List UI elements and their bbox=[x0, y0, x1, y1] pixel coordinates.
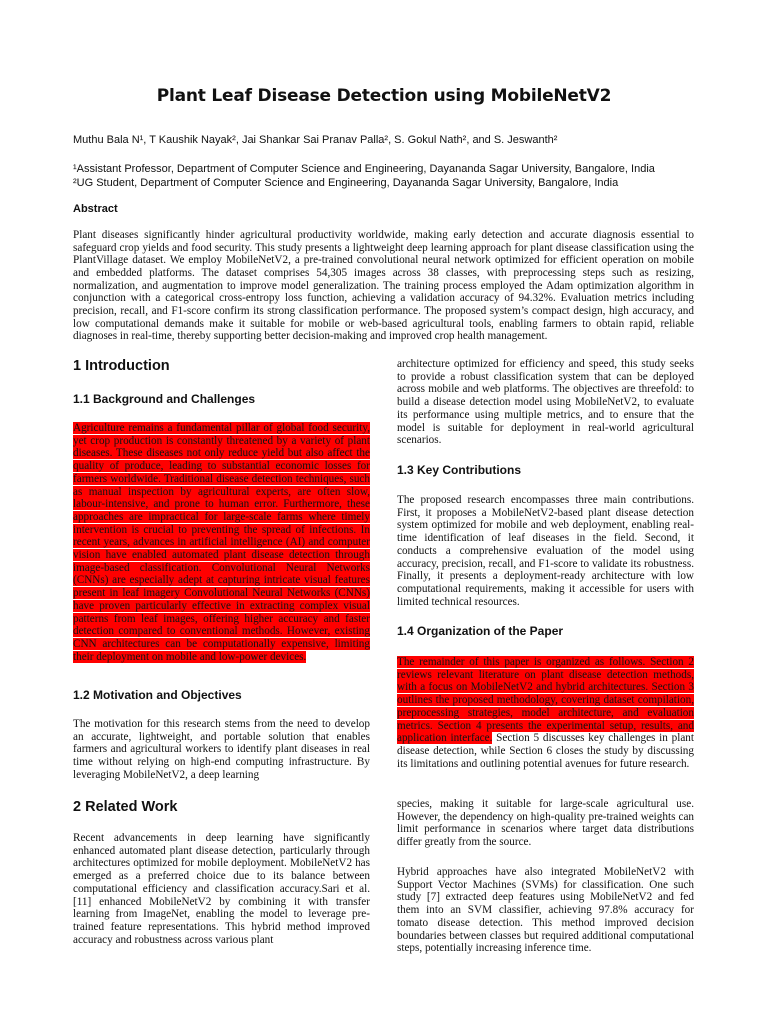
highlighted-text: The remainder of this paper is organized as follows. Section 2 reviews relevant literature on plant disease detection methods, with a focus on MobileNetV2 and hybrid architectures. Section 3 outlines the proposed methodology, covering dataset compilation, preprocessing strategies, model architecture, and evaluation metrics. Section 4 presents the experimental setup, results, and application interface. bbox=[397, 656, 694, 745]
section-heading-introduction: 1 Introduction bbox=[73, 358, 170, 374]
abstract-heading: Abstract bbox=[73, 203, 118, 215]
contributions-paragraph: The proposed research encompasses three main contributions. First, it proposes a MobileNetV2-based plant disease detection system optimized for mobile and web deployment, enabling real-time identification of leaf diseases in the field. Second, it conducts a comprehensive evaluation of the model using accuracy, precision, recall, and F1-score to validate its robustness. Finally, it presents a deployment-ready architecture with low computational requirements, making it accessible for users with limited technical resources. bbox=[397, 494, 694, 608]
affiliation-2: ²UG Student, Department of Computer Science and Engineering, Dayananda Sagar University, Bangalore, India bbox=[73, 177, 619, 189]
highlighted-text: Agriculture remains a fundamental pillar of global food security, yet crop production is constantly threatened by a variety of plant diseases. These diseases not only reduce yield but also affect the quality of produce, leading to substantial economic losses for farmers worldwide. Traditional disease detection techniques, such as manual inspection by agricultural experts, are often slow, labour-intensive, and prone to human error. Furthermore, these approaches are impractical for large-scale farms where timely intervention is crucial to preventing the spread of infections. In recent years, advances in artificial intelligence (AI) and computer vision have enabled automated plant disease detection through image-based classification. Convolutional Neural Networks (CNNs) are especially adept at capturing intricate visual features present in leaf imagery Convolutional Neural Networks (CNNs) have proven particularly effective in extracting complex visual patterns from leaf images, offering higher accuracy and faster detection compared to conventional methods. However, existing CNN architectures can be computationally expensive, limiting their deployment on mobile and low-power devices. bbox=[73, 422, 370, 663]
affiliation-1: ¹Assistant Professor, Department of Computer Science and Engineering, Dayananda Sagar University, Bangalore, India bbox=[73, 163, 655, 175]
subsection-heading-motivation: 1.2 Motivation and Objectives bbox=[73, 688, 242, 702]
hybrid-approaches-paragraph: Hybrid approaches have also integrated MobileNetV2 with Support Vector Machines (SVMs) for classification. One such study [7] extracted deep features using MobileNetV2 and fed them into an SVM classifier, achieving 97.8% accuracy for tomato disease detection. This method improved decision boundaries between classes but required additional computational steps, potentially increasing inference time. bbox=[397, 866, 694, 955]
motivation-paragraph: The motivation for this research stems from the need to develop an accurate, lightweight, and portable solution that enables farmers and agricultural workers to identify plant diseases in real time without relying on high-end computing infrastructure. By leveraging MobileNetV2, a deep learning bbox=[73, 718, 370, 781]
abstract-text: Plant diseases significantly hinder agricultural productivity worldwide, making early detection and accurate diagnosis essential to safeguard crop yields and food security. This study presents a lightweight deep learning approach for plant disease classification using the PlantVillage dataset. We employ MobileNetV2, a pre-trained convolutional neural network optimized for efficient operation on mobile and embedded platforms. The dataset comprises 54,305 images across 38 classes, with preprocessing steps such as resizing, normalization, and augmentation to improve model generalization. The training process employed the Adam optimization algorithm in conjunction with a categorical cross-entropy loss function, achieving a validation accuracy of 94.32%. Evaluation metrics including precision, recall, and F1-score confirm its strong classification performance. The proposed system’s compact design, high accuracy, and low computational demands make it suitable for mobile or web-based agricultural tools, enabling farmers to obtain rapid, reliable diagnoses in real-time, thereby supporting better decision-making and improved crop health management. bbox=[73, 229, 694, 343]
organization-paragraph bbox=[397, 656, 694, 770]
related-work-paragraph: Recent advancements in deep learning have significantly enhanced automated plant disease detection, particularly through architectures optimized for mobile deployment. MobileNetV2 has emerged as a preferred choice due to its balance between computational efficiency and classification accuracy.Sari et al. [11] enhanced MobileNetV2 by combining it with transfer learning from ImageNet, enabling the model to leverage pre-trained feature representations. This hybrid method improved accuracy and robustness across various plant bbox=[73, 832, 370, 946]
subsection-heading-organization: 1.4 Organization of the Paper bbox=[397, 624, 564, 638]
subsection-heading-background: 1.1 Background and Challenges bbox=[73, 392, 256, 406]
background-paragraph bbox=[73, 422, 370, 663]
section-heading-related-work: 2 Related Work bbox=[73, 799, 178, 815]
motivation-continued-paragraph: architecture optimized for efficiency and speed, this study seeks to provide a robust classification system that can be deployed across mobile and web platforms. The objectives are threefold: to build a disease detection model using MobileNetV2, to evaluate its performance using multiple metrics, and to ensure that the model is suitable for deployment in real-world agricultural scenarios. bbox=[397, 358, 694, 447]
organization-text-rest: Section 5 discusses key challenges in plant disease detection, while Section 6 closes the study by discussing its limitations and outlining potential avenues for future research. bbox=[397, 732, 695, 770]
paper-title: Plant Leaf Disease Detection using MobileNetV2 bbox=[156, 86, 612, 106]
author-list: Muthu Bala N¹, T Kaushik Nayak², Jai Shankar Sai Pranav Palla², S. Gokul Nath², and S. Jeswanth² bbox=[73, 134, 558, 146]
related-work-continued-paragraph: species, making it suitable for large-scale agricultural use. However, the dependency on high-quality pre-trained weights can limit performance in scenarios where target data distributions differ greatly from the source. bbox=[397, 798, 694, 849]
subsection-heading-contributions: 1.3 Key Contributions bbox=[397, 463, 522, 477]
